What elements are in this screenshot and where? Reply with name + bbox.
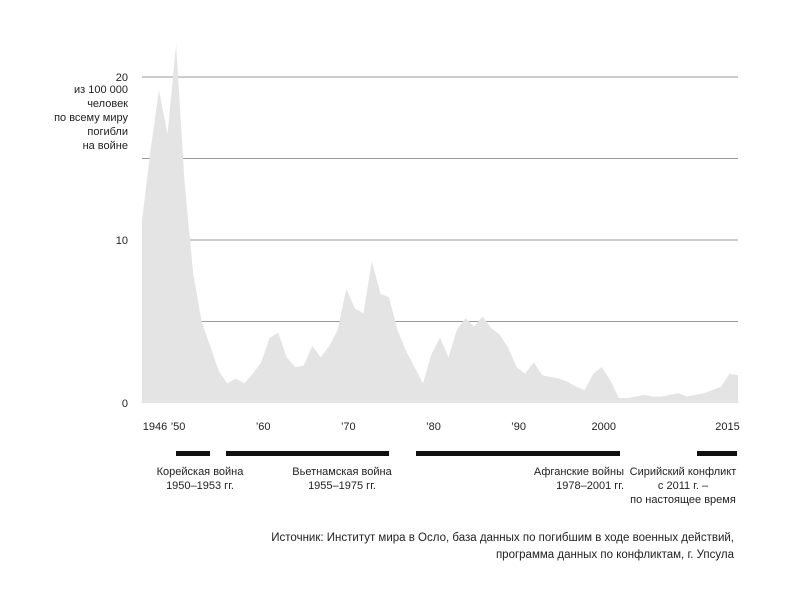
- war-name: Сирийский конфликт: [629, 466, 737, 478]
- x-tick-label: 2000: [591, 421, 617, 433]
- war-years: 1978–2001 гг.: [556, 480, 624, 492]
- korean-war-label: [130, 465, 270, 493]
- source-line: программа данных по конфликтам, г. Упсула: [495, 549, 734, 561]
- war-period-bar: [697, 451, 737, 456]
- x-tick-label: ’70: [340, 421, 356, 433]
- afghan-wars-label: [484, 465, 624, 493]
- war-period-bars: [176, 451, 737, 456]
- war-years: 1950–1953 гг.: [166, 480, 234, 492]
- y-tick-label: 0: [121, 398, 128, 410]
- x-tick-label: 1946: [142, 421, 168, 433]
- y-axis-label-line: погибли: [87, 126, 128, 138]
- war-period-bar: [226, 451, 389, 456]
- source-line: Источник: Институт мира в Осло, база данных по погибшим в ходе военных действий,: [271, 532, 734, 544]
- war-name: Вьетнамская война: [292, 466, 392, 478]
- x-tick-labels: [143, 421, 740, 433]
- y-axis-label-line: из 100 000: [73, 84, 128, 96]
- war-name: Афганские войны: [533, 466, 624, 478]
- y-axis-label-line: человек: [87, 98, 128, 110]
- x-tick-label: ’50: [170, 421, 186, 433]
- war-extra: по настоящее время: [630, 494, 736, 506]
- war-years: 1955–1975 гг.: [308, 480, 376, 492]
- x-tick-label: 2015: [715, 421, 740, 433]
- war-period-bar: [416, 451, 620, 456]
- y-tick-label: 10: [115, 235, 128, 247]
- syria-conflict-label: [618, 465, 748, 507]
- war-period-bar: [176, 451, 210, 456]
- x-tick-label: ’80: [426, 421, 441, 433]
- x-tick-label: ’60: [255, 421, 271, 433]
- war-name: Корейская война: [156, 466, 244, 478]
- y-axis-label-line: на войне: [82, 140, 128, 152]
- y-tick-label: 20: [115, 72, 128, 84]
- source-note: [271, 530, 734, 564]
- vietnam-war-label: [272, 465, 412, 493]
- war-years: с 2011 г. –: [657, 480, 709, 492]
- y-axis-label-line: по всему миру: [54, 112, 128, 124]
- x-tick-label: ’90: [511, 421, 526, 433]
- chart-area-series: [142, 44, 738, 403]
- y-axis-label: [40, 83, 128, 153]
- grid-lines: [142, 77, 738, 322]
